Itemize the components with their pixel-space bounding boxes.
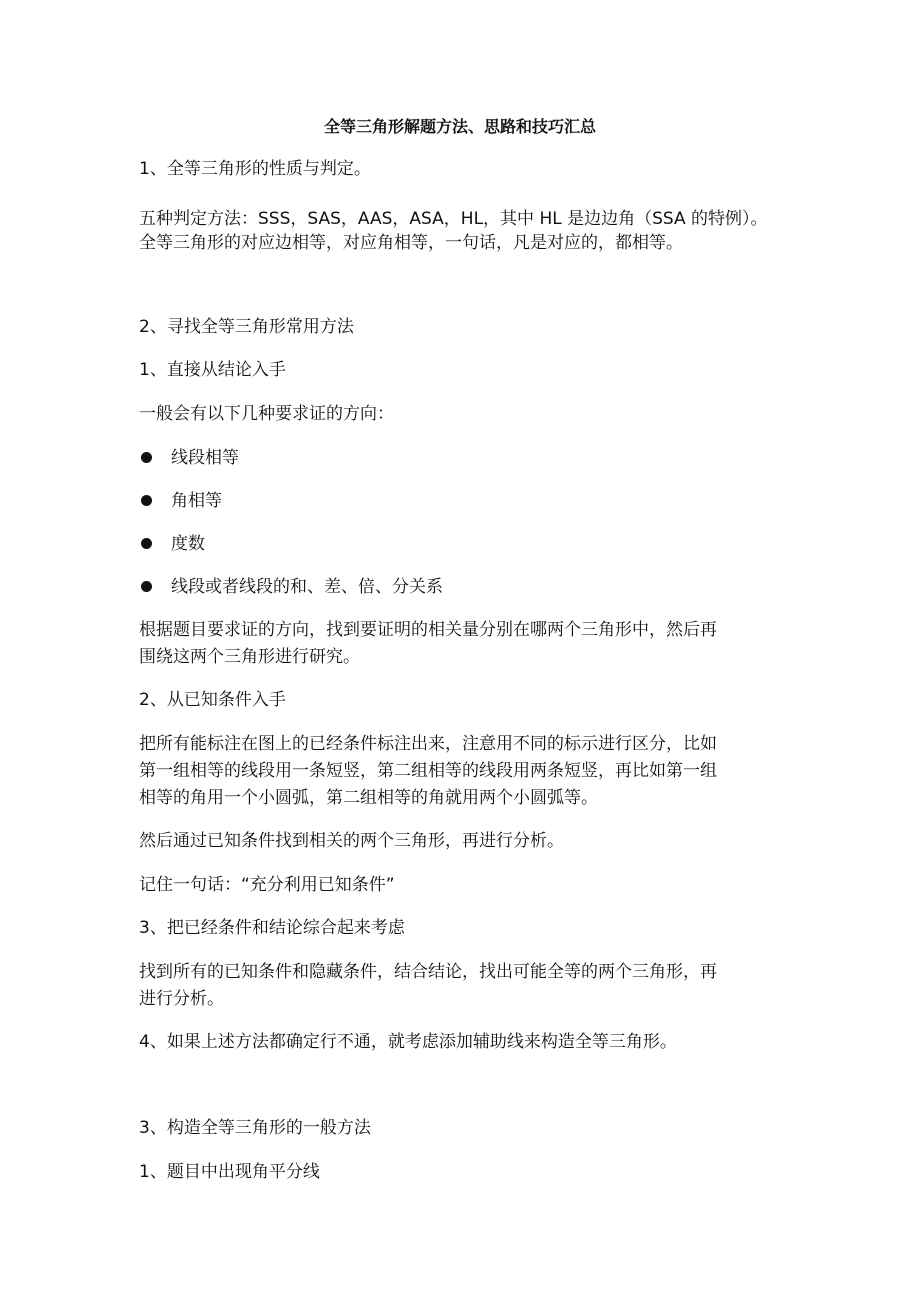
section-2-heading: 2、寻找全等三角形常用方法 <box>139 317 354 337</box>
subsection-1-paragraph-line: 围绕这两个三角形进行研究。 <box>139 647 360 667</box>
subsection-2-paragraph-line: 相等的角用一个小圆弧，第二组相等的角就用两个小圆弧等。 <box>139 788 598 808</box>
bullet-text: 线段或者线段的和、差、倍、分关系 <box>171 577 443 597</box>
bullet-icon <box>141 452 152 463</box>
subsection-1-paragraph-line: 根据题目要求证的方向，找到要证明的相关量分别在哪两个三角形中，然后再 <box>139 620 717 640</box>
subsection-4-line: 4、如果上述方法都确定行不通，就考虑添加辅助线来构造全等三角形。 <box>139 1032 677 1052</box>
bullet-text: 度数 <box>171 534 205 554</box>
subsection-3-heading: 3、把已经条件和结论综合起来考虑 <box>139 918 405 938</box>
section-1-judgment-methods: 五种判定方法：SSS，SAS，AAS，ASA，HL，其中 HL 是边边角（SSA 的特例）。 <box>139 209 768 229</box>
bullet-icon <box>141 538 152 549</box>
bullet-icon <box>141 495 152 506</box>
subsection-2-paragraph-line: 第一组相等的线段用一条短竖，第二组相等的线段用两条短竖，再比如第一组 <box>139 761 717 781</box>
subsection-3-paragraph-line: 进行分析。 <box>139 989 224 1009</box>
subsection-1-intro: 一般会有以下几种要求证的方向： <box>139 404 394 424</box>
subsection-2-heading: 2、从已知条件入手 <box>139 690 286 710</box>
section-3-heading: 3、构造全等三角形的一般方法 <box>139 1118 371 1138</box>
subsection-3-paragraph-line: 找到所有的已知条件和隐藏条件，结合结论，找出可能全等的两个三角形，再 <box>139 962 717 982</box>
section-1-heading: 1、全等三角形的性质与判定。 <box>139 159 371 179</box>
subsection-2-paragraph-line: 把所有能标注在图上的已经条件标注出来，注意用不同的标示进行区分，比如 <box>139 734 717 754</box>
bullet-text: 线段相等 <box>171 448 239 468</box>
subsection-2-quote: 记住一句话：“充分利用已知条件” <box>139 875 395 895</box>
section-1-properties: 全等三角形的对应边相等，对应角相等，一句话，凡是对应的，都相等。 <box>139 233 683 253</box>
subsection-2-paragraph: 然后通过已知条件找到相关的两个三角形，再进行分析。 <box>139 831 564 851</box>
bullet-icon <box>141 581 152 592</box>
bullet-text: 角相等 <box>171 491 222 511</box>
section-3-subsection-1-heading: 1、题目中出现角平分线 <box>139 1162 320 1182</box>
subsection-1-heading: 1、直接从结论入手 <box>139 360 286 380</box>
document-title: 全等三角形解题方法、思路和技巧汇总 <box>323 117 596 136</box>
